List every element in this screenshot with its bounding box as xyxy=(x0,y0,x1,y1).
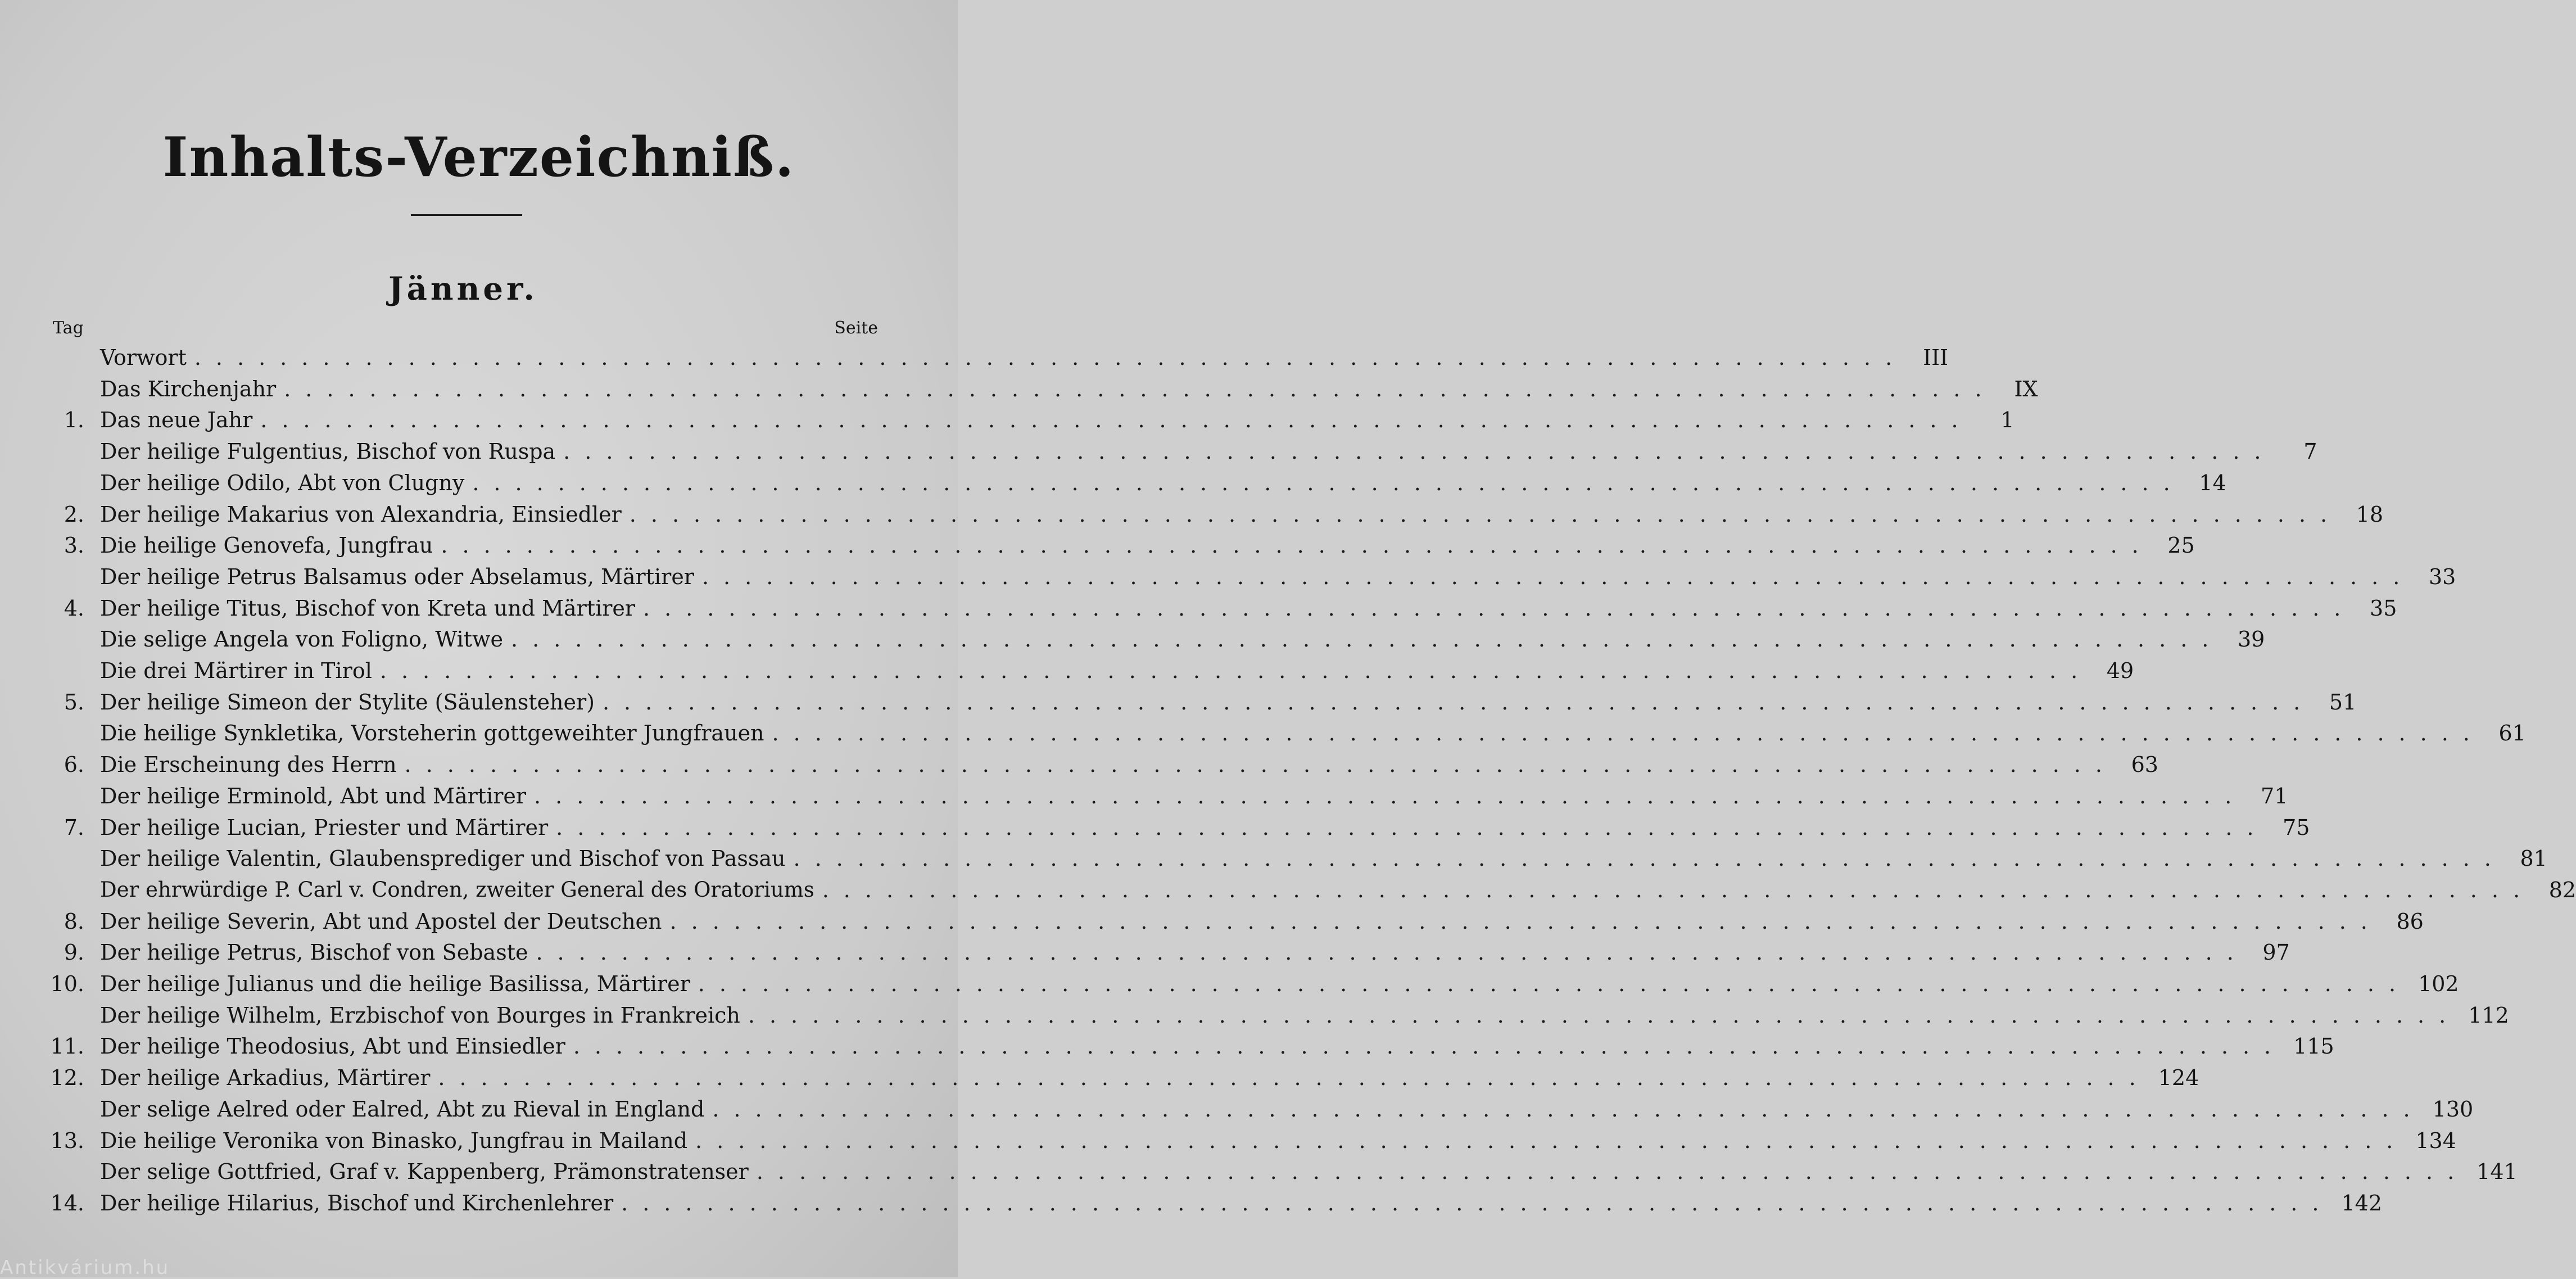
toc-day: 1. xyxy=(64,408,84,433)
toc-entry-title: Der heilige Petrus Balsamus oder Abselamus, Märtirer xyxy=(100,564,694,589)
dot-leader: ................................................................................ xyxy=(712,1096,2425,1122)
toc-page-number: IX xyxy=(2014,376,2038,401)
toc-row xyxy=(49,559,2456,590)
toc-page-number: 130 xyxy=(2432,1096,2474,1122)
toc-page-number: 124 xyxy=(2158,1065,2199,1091)
column-header-page: Seite xyxy=(834,318,878,338)
toc-entry-title: Der ehrwürdige P. Carl v. Condren, zweiter General des Oratoriums xyxy=(100,877,814,902)
toc-row xyxy=(49,403,2014,433)
toc-page-number: 33 xyxy=(2428,564,2456,589)
toc-day: 3. xyxy=(64,533,84,558)
toc-entry-title: Das neue Jahr xyxy=(100,408,253,433)
toc-page-number: III xyxy=(1923,345,1949,370)
toc-entry-title: Der heilige Arkadius, Märtirer xyxy=(100,1065,431,1091)
toc-row xyxy=(49,841,2547,872)
toc-row xyxy=(49,434,2317,465)
page-title: Inhalts-Verzeichniß. xyxy=(162,125,795,189)
title-divider xyxy=(411,214,522,216)
dot-leader: ................................................................................ xyxy=(536,940,2248,965)
toc-row xyxy=(49,1186,2382,1217)
toc-day: 12. xyxy=(50,1065,84,1091)
toc-row xyxy=(49,1092,2474,1123)
dot-leader: ................................................................................ xyxy=(194,345,1907,370)
toc-row xyxy=(49,528,2195,559)
toc-page-number: 142 xyxy=(2341,1190,2382,1215)
toc-day: 11. xyxy=(50,1034,84,1059)
dot-leader: ................................................................................ xyxy=(472,470,2185,495)
toc-entry-title: Der heilige Valentin, Glaubensprediger und Bischof von Passau xyxy=(100,846,786,871)
toc-entry-title: Vorwort xyxy=(100,345,187,370)
toc-page-number: 51 xyxy=(2329,689,2357,715)
toc-entry-title: Der heilige Simeon der Stylite (Säulensteher) xyxy=(100,689,595,715)
dot-leader: ................................................................................ xyxy=(404,752,2117,778)
toc-entry-title: Die heilige Genovefa, Jungfrau xyxy=(100,533,433,558)
toc-day: 7. xyxy=(64,815,84,840)
toc-page-number: 97 xyxy=(2262,940,2290,965)
toc-day: 5. xyxy=(64,689,84,715)
toc-row xyxy=(49,1123,2456,1154)
toc-row xyxy=(49,685,2357,716)
toc-entry-title: Der heilige Julianus und die heilige Basilissa, Märtirer xyxy=(100,971,690,996)
toc-row xyxy=(49,622,2265,653)
toc-day: 8. xyxy=(64,909,84,934)
dot-leader: ................................................................................ xyxy=(563,439,2276,464)
toc-page-number: 71 xyxy=(2261,783,2288,808)
watermark: Antikvárium.hu xyxy=(0,1257,170,1279)
toc-page-number: 102 xyxy=(2418,971,2459,996)
dot-leader: ................................................................................ xyxy=(441,533,2153,558)
toc-entry-title: Der heilige Lucian, Priester und Märtirer xyxy=(100,815,549,840)
toc-page-number: 14 xyxy=(2199,470,2226,495)
toc-page-number: 86 xyxy=(2396,909,2424,934)
dot-leader: ................................................................................ xyxy=(573,1034,2286,1059)
toc-entry-title: Der heilige Severin, Abt und Apostel der Deutschen xyxy=(100,909,662,934)
toc-row xyxy=(49,372,2038,403)
toc-entry-title: Die selige Angela von Foligno, Witwe xyxy=(100,627,504,652)
toc-row xyxy=(49,998,2509,1029)
toc-entry-title: Die Erscheinung des Herrn xyxy=(100,752,397,778)
toc-page-number: 35 xyxy=(2370,595,2397,621)
toc-page-number: 112 xyxy=(2468,1002,2509,1028)
toc-page-number: 141 xyxy=(2477,1159,2518,1185)
dot-leader: ................................................................................ xyxy=(621,1190,2334,1215)
dot-leader: ................................................................................ xyxy=(772,721,2484,746)
toc-day: 2. xyxy=(64,501,84,527)
toc-entry-title: Der heilige Titus, Bischof von Kreta und Märtirer xyxy=(100,595,636,621)
dot-leader: ................................................................................ xyxy=(701,564,2415,589)
toc-row xyxy=(49,716,2526,747)
toc-page-number: 61 xyxy=(2498,721,2526,746)
dot-leader: ................................................................................ xyxy=(438,1065,2151,1091)
toc-row xyxy=(49,873,2576,903)
toc-page-number: 75 xyxy=(2283,815,2310,840)
toc-page-number: 18 xyxy=(2356,501,2384,527)
column-header-day: Tag xyxy=(53,318,84,338)
dot-leader: ................................................................................ xyxy=(643,595,2356,621)
toc-entry-title: Die heilige Veronika von Binasko, Jungfrau in Mailand xyxy=(100,1128,688,1153)
toc-row xyxy=(49,747,2158,778)
toc-row xyxy=(49,591,2397,622)
toc-entry-title: Der heilige Wilhelm, Erzbischof von Bourges in Frankreich xyxy=(100,1002,740,1028)
toc-page-number: 82 xyxy=(2548,877,2576,902)
toc-page-number: 49 xyxy=(2106,658,2134,683)
toc-row xyxy=(49,1154,2518,1185)
dot-leader: ................................................................................ xyxy=(556,815,2269,840)
toc-row xyxy=(49,810,2310,841)
toc-row xyxy=(49,465,2226,496)
toc-page-number: 63 xyxy=(2131,752,2158,778)
toc-entry-title: Der heilige Makarius von Alexandria, Einsiedler xyxy=(100,501,622,527)
dot-leader: ................................................................................ xyxy=(669,909,2382,934)
toc-row xyxy=(49,1029,2334,1060)
toc-entry-title: Der selige Gottfried, Graf v. Kappenberg, Prämonstratenser xyxy=(100,1159,749,1185)
toc-row xyxy=(49,497,2384,528)
toc-page-number: 25 xyxy=(2167,533,2195,558)
toc-day: 6. xyxy=(64,752,84,778)
dot-leader: ................................................................................ xyxy=(793,846,2506,871)
toc-day: 10. xyxy=(50,971,84,996)
dot-leader: ................................................................................ xyxy=(284,376,1996,401)
toc-page-number: 115 xyxy=(2293,1034,2334,1059)
toc-day: 14. xyxy=(50,1190,84,1215)
toc-row xyxy=(49,653,2134,684)
toc-entry-title: Die heilige Synkletika, Vorsteherin gottgeweihter Jungfrauen xyxy=(100,721,764,746)
toc-entry-title: Der heilige Odilo, Abt von Clugny xyxy=(100,470,465,495)
toc-entry-title: Der heilige Petrus, Bischof von Sebaste xyxy=(100,940,528,965)
toc-day: 4. xyxy=(64,595,84,621)
toc-day: 13. xyxy=(50,1128,84,1153)
dot-leader: ................................................................................ xyxy=(260,408,1973,433)
toc-row xyxy=(49,340,1949,371)
dot-leader: ................................................................................ xyxy=(511,627,2224,652)
dot-leader: ................................................................................ xyxy=(602,689,2315,715)
toc-entry-title: Der heilige Fulgentius, Bischof von Ruspa xyxy=(100,439,556,464)
dot-leader: ................................................................................ xyxy=(534,783,2247,808)
dot-leader: ................................................................................ xyxy=(695,1128,2408,1153)
dot-leader: ................................................................................ xyxy=(748,1002,2461,1028)
toc-row xyxy=(49,904,2424,935)
toc-row xyxy=(49,935,2290,966)
toc-entry-title: Der selige Aelred oder Ealred, Abt zu Rieval in England xyxy=(100,1096,705,1122)
dot-leader: ................................................................................ xyxy=(756,1159,2469,1185)
toc-entry-title: Der heilige Erminold, Abt und Märtirer xyxy=(100,783,527,808)
toc-row xyxy=(49,779,2288,810)
dot-leader: ................................................................................ xyxy=(379,658,2093,683)
toc-page-number: 134 xyxy=(2415,1128,2456,1153)
toc-page-number: 7 xyxy=(2303,439,2317,464)
toc-page-number: 81 xyxy=(2520,846,2547,871)
dot-leader: ................................................................................ xyxy=(629,501,2342,527)
toc-page-number: 39 xyxy=(2238,627,2265,652)
toc-entry-title: Das Kirchenjahr xyxy=(100,376,277,401)
dot-leader: ................................................................................ xyxy=(698,971,2411,996)
dot-leader: ................................................................................ xyxy=(822,877,2535,902)
section-heading-month: Jänner. xyxy=(388,270,538,308)
toc-page-number: 1 xyxy=(2000,408,2014,433)
toc-day: 9. xyxy=(64,940,84,965)
toc-row xyxy=(49,1060,2199,1091)
toc-entry-title: Der heilige Theodosius, Abt und Einsiedler xyxy=(100,1034,565,1059)
toc-row xyxy=(49,966,2459,997)
toc-entry-title: Die drei Märtirer in Tirol xyxy=(100,658,372,683)
toc-entry-title: Der heilige Hilarius, Bischof und Kirchenlehrer xyxy=(100,1190,614,1215)
